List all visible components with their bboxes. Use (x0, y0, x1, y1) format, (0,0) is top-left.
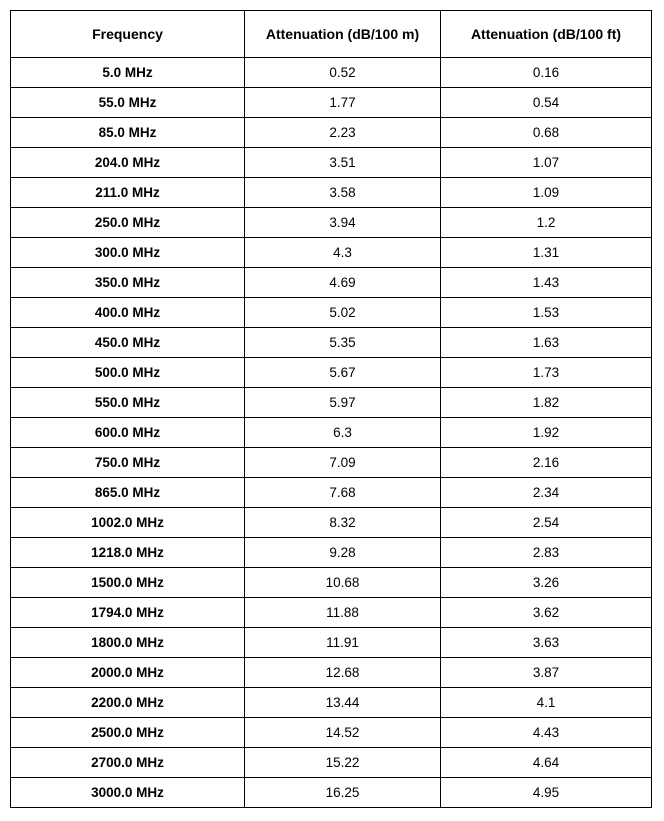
cell-attenuation-db-per-100ft: 3.63 (441, 628, 652, 658)
cell-attenuation-db-per-100m: 16.25 (245, 778, 441, 808)
cell-attenuation-db-per-100m: 3.94 (245, 208, 441, 238)
cell-frequency: 2500.0 MHz (11, 718, 245, 748)
cell-attenuation-db-per-100m: 0.52 (245, 58, 441, 88)
cell-attenuation-db-per-100ft: 3.87 (441, 658, 652, 688)
table-row (11, 688, 652, 718)
cell-frequency: 2200.0 MHz (11, 688, 245, 718)
cell-frequency: 55.0 MHz (11, 88, 245, 118)
cell-attenuation-db-per-100ft: 3.62 (441, 598, 652, 628)
cell-attenuation-db-per-100m: 5.02 (245, 298, 441, 328)
cell-frequency: 211.0 MHz (11, 178, 245, 208)
cell-attenuation-db-per-100m: 7.09 (245, 448, 441, 478)
table-row (11, 718, 652, 748)
table-row (11, 178, 652, 208)
cell-attenuation-db-per-100ft: 2.16 (441, 448, 652, 478)
cell-attenuation-db-per-100ft: 1.07 (441, 148, 652, 178)
table-row (11, 628, 652, 658)
cell-attenuation-db-per-100ft: 1.92 (441, 418, 652, 448)
cell-attenuation-db-per-100m: 4.3 (245, 238, 441, 268)
cell-attenuation-db-per-100m: 3.51 (245, 148, 441, 178)
cell-frequency: 204.0 MHz (11, 148, 245, 178)
cell-frequency: 1794.0 MHz (11, 598, 245, 628)
cell-frequency: 350.0 MHz (11, 268, 245, 298)
table-row (11, 388, 652, 418)
cell-attenuation-db-per-100ft: 1.31 (441, 238, 652, 268)
table-row (11, 328, 652, 358)
cell-attenuation-db-per-100m: 4.69 (245, 268, 441, 298)
table-row (11, 658, 652, 688)
table-header (11, 11, 652, 58)
cell-attenuation-db-per-100m: 10.68 (245, 568, 441, 598)
cell-attenuation-db-per-100m: 7.68 (245, 478, 441, 508)
cell-frequency: 250.0 MHz (11, 208, 245, 238)
cell-attenuation-db-per-100m: 3.58 (245, 178, 441, 208)
cell-attenuation-db-per-100ft: 4.43 (441, 718, 652, 748)
cell-attenuation-db-per-100m: 5.35 (245, 328, 441, 358)
table-row (11, 358, 652, 388)
cell-frequency: 400.0 MHz (11, 298, 245, 328)
cell-frequency: 2000.0 MHz (11, 658, 245, 688)
table-row (11, 418, 652, 448)
cell-attenuation-db-per-100ft: 2.34 (441, 478, 652, 508)
table-row (11, 478, 652, 508)
cell-attenuation-db-per-100m: 13.44 (245, 688, 441, 718)
cell-frequency: 1800.0 MHz (11, 628, 245, 658)
cell-frequency: 85.0 MHz (11, 118, 245, 148)
attenuation-table (10, 10, 652, 808)
cell-attenuation-db-per-100ft: 4.1 (441, 688, 652, 718)
cell-attenuation-db-per-100ft: 2.83 (441, 538, 652, 568)
cell-frequency: 450.0 MHz (11, 328, 245, 358)
table-row (11, 298, 652, 328)
cell-attenuation-db-per-100ft: 1.82 (441, 388, 652, 418)
header-attenuation-db-per-100m: Attenuation (dB/100 m) (245, 11, 441, 58)
cell-frequency: 1218.0 MHz (11, 538, 245, 568)
cell-frequency: 1002.0 MHz (11, 508, 245, 538)
table-row (11, 88, 652, 118)
header-attenuation-db-per-100ft: Attenuation (dB/100 ft) (441, 11, 652, 58)
cell-frequency: 500.0 MHz (11, 358, 245, 388)
cell-attenuation-db-per-100m: 12.68 (245, 658, 441, 688)
cell-attenuation-db-per-100ft: 1.09 (441, 178, 652, 208)
cell-frequency: 550.0 MHz (11, 388, 245, 418)
cell-attenuation-db-per-100ft: 3.26 (441, 568, 652, 598)
table-row (11, 778, 652, 808)
cell-attenuation-db-per-100m: 8.32 (245, 508, 441, 538)
cell-attenuation-db-per-100m: 6.3 (245, 418, 441, 448)
cell-attenuation-db-per-100ft: 0.68 (441, 118, 652, 148)
cell-attenuation-db-per-100ft: 4.95 (441, 778, 652, 808)
table-row (11, 538, 652, 568)
cell-attenuation-db-per-100m: 5.67 (245, 358, 441, 388)
cell-attenuation-db-per-100ft: 1.53 (441, 298, 652, 328)
cell-frequency: 600.0 MHz (11, 418, 245, 448)
table-row (11, 238, 652, 268)
cell-attenuation-db-per-100ft: 1.43 (441, 268, 652, 298)
cell-attenuation-db-per-100m: 11.91 (245, 628, 441, 658)
cell-attenuation-db-per-100m: 5.97 (245, 388, 441, 418)
cell-attenuation-db-per-100m: 1.77 (245, 88, 441, 118)
cell-attenuation-db-per-100m: 11.88 (245, 598, 441, 628)
cell-attenuation-db-per-100m: 15.22 (245, 748, 441, 778)
header-row (11, 11, 652, 58)
cell-attenuation-db-per-100m: 14.52 (245, 718, 441, 748)
cell-attenuation-db-per-100ft: 0.16 (441, 58, 652, 88)
cell-attenuation-db-per-100ft: 1.73 (441, 358, 652, 388)
table-row (11, 208, 652, 238)
table-body (11, 58, 652, 808)
table-row (11, 598, 652, 628)
cell-attenuation-db-per-100ft: 4.64 (441, 748, 652, 778)
cell-attenuation-db-per-100ft: 2.54 (441, 508, 652, 538)
table-row (11, 568, 652, 598)
cell-frequency: 865.0 MHz (11, 478, 245, 508)
table-row (11, 508, 652, 538)
cell-attenuation-db-per-100m: 2.23 (245, 118, 441, 148)
table-row (11, 268, 652, 298)
cell-attenuation-db-per-100ft: 0.54 (441, 88, 652, 118)
cell-attenuation-db-per-100ft: 1.2 (441, 208, 652, 238)
cell-frequency: 3000.0 MHz (11, 778, 245, 808)
cell-attenuation-db-per-100ft: 1.63 (441, 328, 652, 358)
table-row (11, 118, 652, 148)
header-frequency: Frequency (11, 11, 245, 58)
cell-frequency: 750.0 MHz (11, 448, 245, 478)
cell-frequency: 300.0 MHz (11, 238, 245, 268)
cell-frequency: 1500.0 MHz (11, 568, 245, 598)
table-row (11, 148, 652, 178)
cell-frequency: 5.0 MHz (11, 58, 245, 88)
table-row (11, 448, 652, 478)
cell-attenuation-db-per-100m: 9.28 (245, 538, 441, 568)
table-row (11, 748, 652, 778)
cell-frequency: 2700.0 MHz (11, 748, 245, 778)
table-row (11, 58, 652, 88)
